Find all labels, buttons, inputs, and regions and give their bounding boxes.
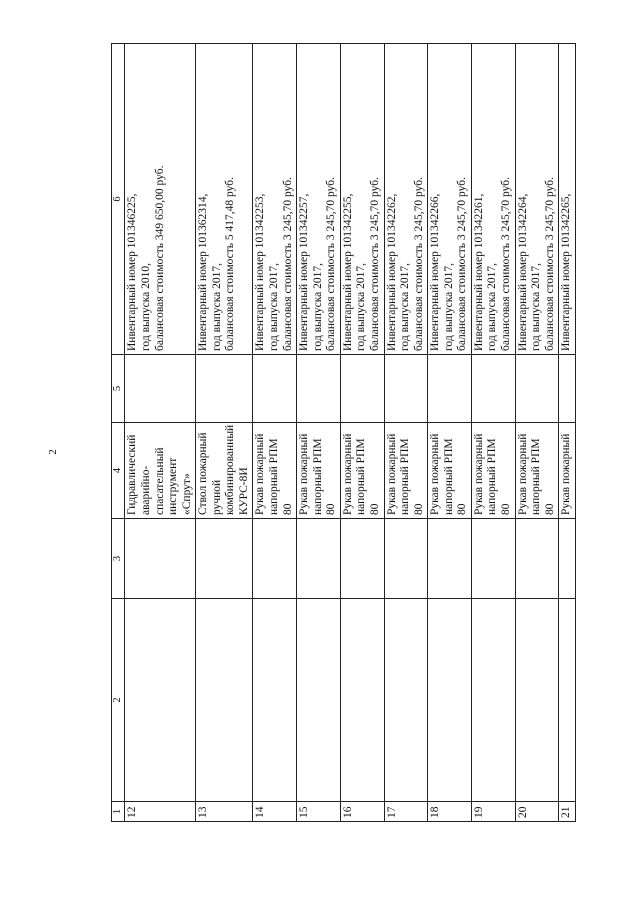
item-info-line: балансовая стоимость 3 245,70 руб. [412, 177, 425, 351]
item-info-line: балансовая стоимость 349 650,00 руб. [153, 165, 166, 351]
item-info-line: балансовая стоимость 3 245,70 руб. [325, 177, 338, 351]
item-info-line: год выпуска 2017, [268, 262, 280, 351]
column-number: 2 [112, 599, 125, 802]
item-info-line: балансовая стоимость 3 245,70 руб. [281, 177, 294, 351]
empty-cell [196, 599, 253, 802]
item-info-line: Инвентарный номер 101362314, [197, 193, 210, 351]
item-info-line: год выпуска 2017, [442, 262, 455, 351]
item-info-line: Инвентарный номер 101342264, [516, 193, 529, 351]
empty-cell [297, 355, 341, 423]
empty-cell [384, 519, 428, 599]
item-info-cell [559, 44, 576, 355]
row-number-cell: 15 [297, 802, 341, 822]
row-number-cell: 14 [253, 802, 297, 822]
row-number-cell: 16 [340, 802, 384, 822]
item-info-cell [471, 44, 515, 355]
empty-cell [196, 519, 253, 599]
empty-cell [253, 599, 297, 802]
empty-cell [559, 599, 576, 802]
item-info-line: балансовая стоимость 3 245,70 руб. [456, 177, 469, 351]
empty-cell [196, 355, 253, 423]
column-number: 6 [112, 44, 125, 355]
item-info-cell [125, 44, 196, 355]
empty-cell [428, 355, 472, 423]
column-numbers-row [112, 44, 125, 822]
empty-cell [340, 355, 384, 423]
empty-cell [125, 355, 196, 423]
empty-cell [428, 599, 472, 802]
item-info-cell [515, 44, 559, 355]
item-info-line: балансовая стоимость 3 245,70 руб. [368, 177, 381, 351]
table-row [340, 44, 384, 822]
item-name-cell: Рукав пожарный напорный РПМ 80 [428, 423, 472, 519]
item-name-cell: Ствол пожарный ручной комбинированный КУРС-8И [196, 423, 253, 519]
item-info-cell [253, 44, 297, 355]
item-info-cell [340, 44, 384, 355]
item-info-line: Инвентарный номер 101342266, [429, 193, 442, 351]
item-info-cell [196, 44, 253, 355]
column-number: 3 [112, 519, 125, 599]
item-name-cell: Рукав пожарный [559, 423, 576, 519]
item-info-line: год выпуска 2017, [399, 262, 412, 351]
empty-cell [471, 355, 515, 423]
item-info-line: Инвентарный номер 101342265, [560, 193, 573, 351]
empty-cell [471, 599, 515, 802]
empty-cell [253, 519, 297, 599]
item-info-line: балансовая стоимость 5 417,48 руб. [224, 177, 237, 351]
empty-cell [340, 519, 384, 599]
table-row [196, 44, 253, 822]
table-row [297, 44, 341, 822]
item-info-cell [297, 44, 341, 355]
row-number-cell: 18 [428, 802, 472, 822]
item-info-line: балансовая стоимость 3 245,70 руб. [500, 177, 512, 351]
empty-cell [384, 355, 428, 423]
empty-cell [428, 519, 472, 599]
row-number-cell: 21 [559, 802, 576, 822]
empty-cell [515, 355, 559, 423]
empty-cell [253, 355, 297, 423]
empty-cell [125, 599, 196, 802]
item-info-line: год выпуска 2017, [210, 262, 223, 351]
row-number-cell: 20 [515, 802, 559, 822]
item-name-cell: Рукав пожарный напорный РПМ 80 [384, 423, 428, 519]
item-name-cell: Гидравлический аварийно-спасательный инструмент «Спрут» [125, 423, 196, 519]
page-number: 2 [46, 449, 59, 455]
empty-cell [471, 519, 515, 599]
empty-cell [515, 519, 559, 599]
empty-cell [297, 599, 341, 802]
table-row [253, 44, 297, 822]
table-row [125, 44, 196, 822]
item-info-line: Инвентарный номер 101342261, [472, 193, 485, 351]
item-info-line: год выпуска 2017, [530, 262, 543, 351]
item-name-cell: Рукав пожарный напорный РПМ 80 [340, 423, 384, 519]
item-info-line: Инвентарный номер 101342262, [385, 193, 398, 351]
item-name-cell: Рукав пожарный напорный РПМ 80 [253, 423, 297, 519]
item-info-line: год выпуска 2017, [311, 262, 324, 351]
item-info-line: балансовая стоимость 3 245,70 руб. [543, 177, 556, 351]
item-info-line: год выпуска 2017, [355, 262, 368, 351]
item-name-cell: Рукав пожарный напорный РПМ 80 [515, 423, 559, 519]
empty-cell [384, 599, 428, 802]
row-number-cell: 17 [384, 802, 428, 822]
item-info-line: Инвентарный номер 101342255, [341, 193, 354, 351]
empty-cell [297, 519, 341, 599]
item-info-cell [384, 44, 428, 355]
row-number-cell: 19 [471, 802, 515, 822]
table-row [384, 44, 428, 822]
item-info-cell [428, 44, 472, 355]
empty-cell [515, 599, 559, 802]
item-info-line: год выпуска 2010, [139, 262, 152, 351]
table-row [428, 44, 472, 822]
empty-cell [559, 355, 576, 423]
column-number: 4 [112, 423, 125, 519]
table-row [471, 44, 515, 822]
row-number-cell: 12 [125, 802, 196, 822]
empty-cell [340, 599, 384, 802]
item-info-line: Инвентарный номер 101346225, [126, 193, 139, 351]
item-info-line: Инвентарный номер 101342253, [254, 193, 267, 351]
empty-cell [559, 519, 576, 599]
property-table [111, 43, 576, 822]
table-row [559, 44, 576, 822]
table-row [515, 44, 559, 822]
item-name-cell: Рукав пожарный напорный РПМ 80 [297, 423, 341, 519]
empty-cell [125, 519, 196, 599]
item-info-line: год выпуска 2017, [486, 262, 499, 351]
column-number: 5 [112, 355, 125, 423]
document-table-frame [111, 44, 584, 822]
item-name-cell: Рукав пожарный напорный РПМ 80 [471, 423, 515, 519]
item-info-line: Инвентарный номер 101342257, [298, 193, 311, 351]
row-number-cell: 13 [196, 802, 253, 822]
column-number: 1 [112, 802, 125, 822]
